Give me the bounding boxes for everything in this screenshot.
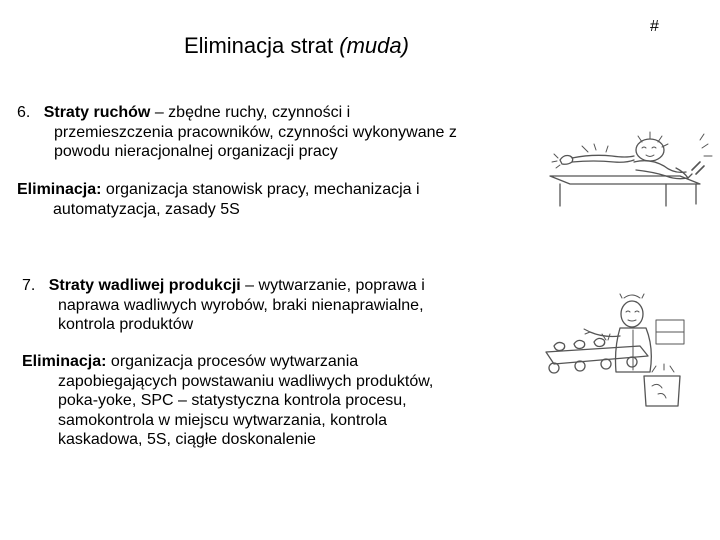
section-6-elim-line-1: organizacja stanowisk pracy, mechanizacja i [101,181,420,198]
inspector-conveyor-sketch-icon [540,290,690,410]
section-7-line-1: wytwarzanie, poprawa i [258,277,425,294]
section-7-line-3: kontrola produktów [58,316,194,333]
section-7-elim-line-3: poka-yoke, SPC – statystyczna kontrola procesu, [58,392,407,409]
worker-stretching-sketch-icon [546,124,714,212]
section-6-heading: Straty ruchów [43,104,151,121]
section-6-description [17,103,457,162]
section-7-dash: – [240,277,259,294]
section-7-elimination [22,352,433,450]
section-7-heading: Straty wadliwej produkcji [48,277,241,294]
section-6-elim-label: Eliminacja: [17,181,102,198]
slide-title-text: Eliminacja strat [184,33,340,58]
section-6-number: 6. [17,104,31,121]
section-6-elimination [17,180,420,219]
section-7-elim-line-5: kaskadowa, 5S, ciągłe doskonalenie [58,431,316,448]
section-7-elim-label: Eliminacja: [22,353,107,370]
section-7-number: 7. [22,277,36,294]
section-7-elim-line-4: samokontrola w miejscu wytwarzania, kontrola [58,411,388,429]
section-6-line-2: przemieszczenia pracowników, czynności wykonywane z [54,123,457,141]
section-7-elim-line-1: organizacja procesów wytwarzania [106,353,359,370]
section-6-line-3: powodu nieracjonalnej organizacji pracy [54,143,338,160]
section-7-elim-line-2: zapobiegających powstawaniu wadliwych produktów, [58,372,434,390]
section-6-line-1: zbędne ruchy, czynności i [168,104,351,121]
section-7-description [22,276,425,335]
section-7-line-2: naprawa wadliwych wyrobów, braki nienaprawialne, [58,296,424,314]
slide-number: # [650,18,659,35]
section-6-elim-line-2: automatyzacja, zasady 5S [53,200,240,218]
slide-title-italic: (muda) [339,33,409,58]
slide-title [184,33,409,59]
section-6-dash: – [150,104,169,121]
